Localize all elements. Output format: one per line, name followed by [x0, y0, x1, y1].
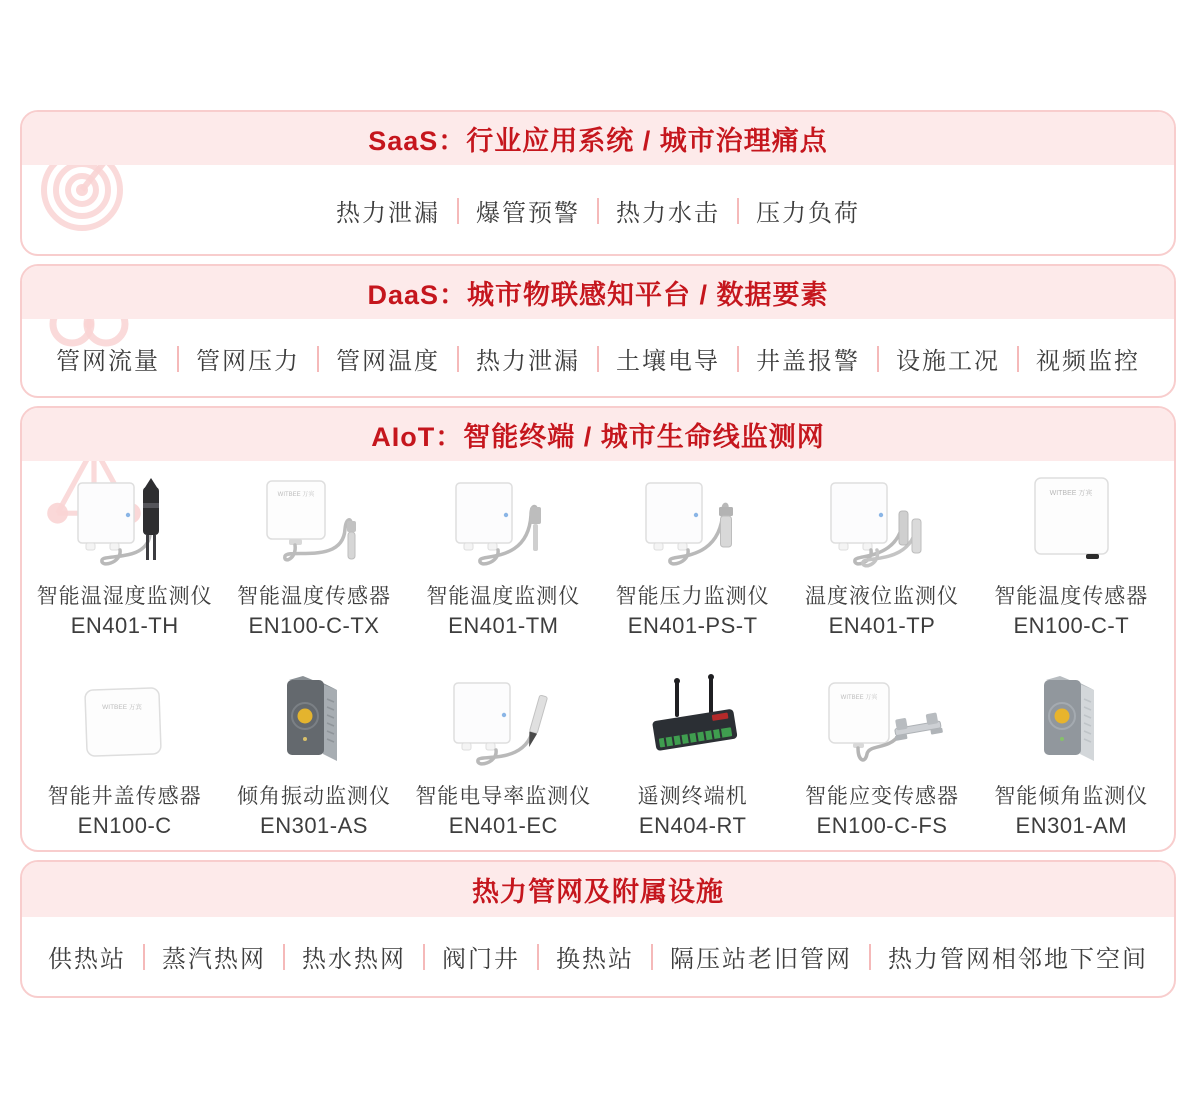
saas-content [22, 165, 1174, 256]
device-model: EN100-C-TX [248, 613, 380, 638]
device-model: EN401-TH [70, 613, 179, 638]
device-model: EN301-AS [260, 813, 368, 838]
pipeline-header-band [22, 862, 1174, 917]
device-image-en100-c-fs [807, 671, 957, 773]
pipeline-item: 热水热网 [302, 946, 406, 973]
daas-content [22, 319, 1174, 398]
daas-title: DaaS：城市物联感知平台 / 数据要素 [367, 280, 829, 310]
device-card [977, 471, 1166, 639]
device-image-en301-am [996, 671, 1146, 773]
daas-item: 管网压力 [196, 348, 300, 375]
device-model: EN404-RT [638, 813, 747, 838]
saas-header-band [22, 112, 1174, 165]
item-divider [457, 198, 459, 224]
device-name: 智能温度监测仪 [426, 585, 581, 608]
item-divider [877, 346, 879, 372]
pipeline-item: 隔压站老旧管网 [670, 946, 852, 973]
device-image-en401-th [50, 471, 200, 573]
device-model: EN100-C [77, 813, 172, 838]
aiot-title: AIoT：智能终端 / 城市生命线监测网 [371, 422, 825, 452]
device-image-en401-tm [428, 471, 578, 573]
device-image-en100-c [50, 671, 200, 773]
device-card [219, 671, 408, 839]
saas-item: 爆管预警 [476, 200, 580, 227]
device-model: EN301-AM [1015, 813, 1128, 838]
device-image-en401-ec [428, 671, 578, 773]
pipeline-section [20, 860, 1176, 998]
device-name: 温度液位监测仪 [804, 585, 959, 608]
daas-item: 视频监控 [1036, 348, 1140, 375]
daas-item: 设施工况 [896, 348, 1000, 375]
item-divider [317, 346, 319, 372]
svg-text:WITBEE 万宾: WITBEE 万宾 [1049, 490, 1093, 497]
daas-item: 井盖报警 [756, 348, 860, 375]
device-card [787, 471, 976, 639]
saas-item: 热力水击 [616, 200, 720, 227]
device-model: EN401-EC [448, 813, 558, 838]
device-name: 智能应变传感器 [804, 785, 959, 808]
device-image-en100-c-tx [239, 471, 389, 573]
daas-item: 土壤电导 [616, 348, 720, 375]
item-divider [737, 198, 739, 224]
device-card [409, 471, 598, 639]
item-divider [597, 198, 599, 224]
item-divider [869, 944, 871, 970]
item-divider [737, 346, 739, 372]
daas-item: 热力泄漏 [476, 348, 580, 375]
device-row-1 [22, 461, 1174, 639]
device-image-en401-ps-t [618, 471, 768, 573]
svg-text:WITBEE 万宾: WITBEE 万宾 [277, 492, 315, 498]
device-name: 智能温湿度监测仪 [36, 585, 213, 608]
device-image-en100-c-t [996, 471, 1146, 573]
saas-section [20, 110, 1176, 256]
svg-text:WITBEE 万宾: WITBEE 万宾 [840, 695, 878, 701]
device-model: EN100-C-FS [816, 813, 948, 838]
device-image-en404-rt [618, 671, 768, 773]
device-name: 智能压力监测仪 [615, 585, 770, 608]
item-divider [143, 944, 145, 970]
device-model: EN100-C-T [1013, 613, 1130, 638]
saas-items-row [336, 193, 860, 228]
daas-item: 管网温度 [336, 348, 440, 375]
daas-item: 管网流量 [56, 348, 160, 375]
pipeline-items-row [48, 939, 1148, 974]
daas-items-row [56, 341, 1140, 376]
device-name: 遥测终端机 [637, 785, 748, 808]
item-divider [651, 944, 653, 970]
device-card [787, 671, 976, 839]
item-divider [1017, 346, 1019, 372]
pipeline-item: 供热站 [48, 946, 126, 973]
device-name: 倾角振动监测仪 [236, 785, 391, 808]
device-card [598, 671, 787, 839]
device-model: EN401-TM [448, 613, 559, 638]
pipeline-title: 热力管网及附属设施 [472, 877, 724, 907]
item-divider [423, 944, 425, 970]
device-name: 智能倾角监测仪 [994, 785, 1149, 808]
aiot-header-band [22, 408, 1174, 461]
device-name: 智能井盖传感器 [47, 785, 202, 808]
device-card [30, 471, 219, 639]
pipeline-content [22, 917, 1174, 996]
saas-item: 压力负荷 [756, 200, 860, 227]
device-card [598, 471, 787, 639]
device-row-2 [22, 661, 1174, 839]
device-image-en401-tp [807, 471, 957, 573]
item-divider [597, 346, 599, 372]
device-model: EN401-TP [828, 613, 936, 638]
pipeline-item: 换热站 [556, 946, 634, 973]
item-divider [537, 944, 539, 970]
pipeline-item: 蒸汽热网 [162, 946, 266, 973]
device-name: 智能温度传感器 [994, 585, 1149, 608]
device-card [977, 671, 1166, 839]
device-model: EN401-PS-T [627, 613, 758, 638]
saas-item: 热力泄漏 [336, 200, 440, 227]
device-card [409, 671, 598, 839]
daas-section [20, 264, 1176, 398]
device-card [219, 471, 408, 639]
daas-header-band [22, 266, 1174, 319]
device-image-en301-as [239, 671, 389, 773]
saas-title: SaaS：行业应用系统 / 城市治理痛点 [368, 126, 828, 156]
pipeline-item: 热力管网相邻地下空间 [888, 946, 1148, 973]
pipeline-item: 阀门井 [442, 946, 520, 973]
item-divider [457, 346, 459, 372]
device-name: 智能电导率监测仪 [415, 785, 592, 808]
svg-text:WITBEE 万宾: WITBEE 万宾 [101, 704, 142, 711]
item-divider [283, 944, 285, 970]
device-name: 智能温度传感器 [236, 585, 391, 608]
aiot-section [20, 406, 1176, 852]
item-divider [177, 346, 179, 372]
device-card [30, 671, 219, 839]
